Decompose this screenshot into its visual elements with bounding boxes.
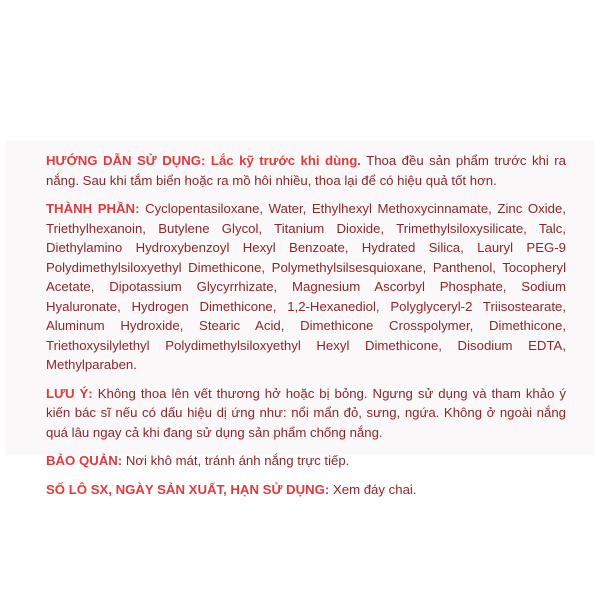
usage-heading: HƯỚNG DẪN SỬ DỤNG: — [46, 153, 206, 168]
batch-heading: SỐ LÔ SX, NGÀY SẢN XUẤT, HẠN SỬ DỤNG: — [46, 481, 330, 497]
storage-body: Nơi khô mát, tránh ánh nắng trực tiếp. — [125, 453, 350, 468]
storage-section — [46, 451, 566, 471]
label-text-block — [46, 151, 566, 508]
ingredients-body: Cyclopentasiloxane, Water, Ethylhexyl Methoxycinnamate, Zinc Oxide, Triethylhexanoin, Butylene Glycol, Titanium Dioxide, Trimethylsiloxysilicate, Talc, Diethylamino Hydroxybenzoyl Hexyl Benzoate, Hydrated Silica, Lauryl PEG-9 Polydimethylsiloxyethyl Dimethicone, Polymethylsilsesquioxane, Panthenol, Tocopheryl Acetate, Dipotassium Glycyrrhizate, Magnesium Ascorbyl Phosphate, Sodium Hyaluronate, Hydrogen Dimethicone, 1,2-Hexanediol, Polyglyceryl-2 Triisostearate, Aluminum Hydroxide, Stearic Acid, Dimethicone Crosspolymer, Dimethicone, Triethoxysilylethyl Polydimethylsiloxyethyl Hexyl Dimethicone, Disodium EDTA, Methylparaben. — [46, 201, 566, 372]
ingredients-section — [46, 199, 566, 375]
storage-heading: BẢO QUẢN: — [46, 453, 123, 468]
caution-heading: LƯU Ý: — [46, 385, 93, 401]
usage-body: Thoa đều sản phẩm trước khi ra nắng. Sau khi tắm biển hoặc ra mồ hôi nhiều, thoa lại để có hiệu quả tốt hơn. — [46, 153, 566, 188]
caution-section — [46, 384, 566, 443]
batch-body: Xem đáy chai. — [332, 481, 417, 497]
batch-section — [46, 480, 566, 500]
caution-body: Không thoa lên vết thương hở hoặc bị bỏng. Ngưng sử dụng và tham khảo ý kiến bác sĩ nếu có dấu hiệu dị ứng như: nổi mẩn đỏ, sưng, ngứa. Không ở ngoài nắng quá lâu ngay cả khi đang sử dụng sản phẩm chống nắng. — [46, 385, 566, 440]
usage-emphasis: Lắc kỹ trước khi dùng. — [210, 153, 361, 168]
ingredients-heading: THÀNH PHẦN: — [46, 201, 140, 216]
usage-section — [46, 151, 566, 190]
